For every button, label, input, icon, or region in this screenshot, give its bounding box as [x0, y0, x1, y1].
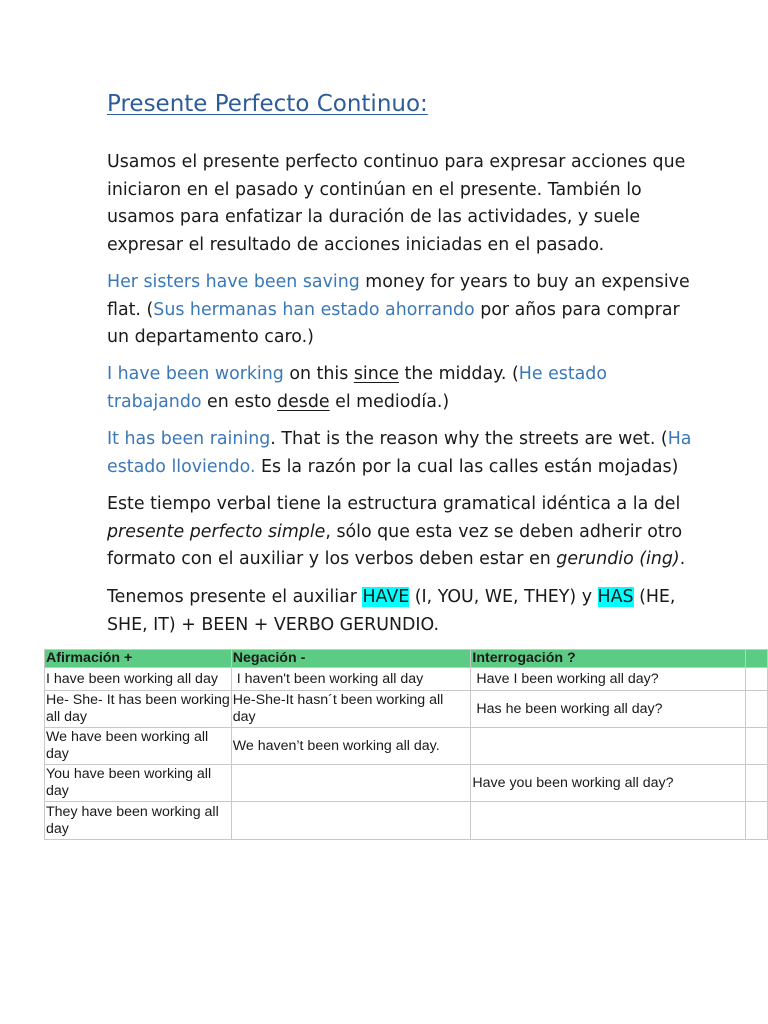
- table-header-row: [45, 650, 768, 668]
- table-cell: I have been working all day: [45, 668, 232, 691]
- table-row: [45, 728, 768, 765]
- page-title: Presente Perfecto Continuo:: [107, 91, 428, 117]
- auxiliar-paragraph: Tenemos presente el auxiliar HAVE (I, YOU, WE, THEY) y HAS (HE, SHE, IT) + BEEN + VERBO GERUNDIO.: [107, 587, 676, 635]
- highlight-have: HAVE: [362, 587, 410, 607]
- table-cell: They have been working all day: [45, 802, 232, 840]
- table-cell: [471, 802, 746, 840]
- example-saving: Her sisters have been saving money for years to buy an expensive flat. (Sus hermanas han estado ahorrando por años para comprar un departamento caro.): [107, 272, 690, 347]
- example-english: I have been working: [107, 364, 284, 384]
- intro-paragraph: [107, 149, 686, 259]
- table-cell: You have been working all day: [45, 765, 232, 802]
- example-raining: It has been raining. That is the reason why the streets are wet. (Ha estado lloviendo. Es la razón por la cual las calles están mojadas): [107, 429, 692, 477]
- italic-term: gerundio (ing): [556, 549, 680, 569]
- header-negation: Negación -: [231, 650, 471, 668]
- table-cell: Have I been working all day?: [471, 668, 746, 691]
- intro-line: expresar el resultado de acciones iniciadas en el pasado.: [107, 234, 605, 255]
- table-cell: [231, 802, 471, 840]
- table-cell: [746, 802, 768, 840]
- table-row: [45, 802, 768, 840]
- table-cell: [746, 728, 768, 765]
- example-spanish: estado lloviendo.: [107, 456, 256, 477]
- example-spanish: Ha: [667, 429, 692, 449]
- header-affirmation: Afirmación +: [45, 650, 232, 668]
- table-row: [45, 765, 768, 802]
- highlight-has: HAS: [597, 587, 634, 607]
- table-cell: [746, 691, 768, 728]
- example-spanish: He estado: [518, 364, 607, 384]
- intro-line: iniciaron en el pasado y continúan en el presente. También lo: [107, 179, 642, 200]
- italic-term: presente perfecto simple: [107, 521, 326, 542]
- conjugation-table: [44, 649, 768, 840]
- example-english: Her sisters have been saving: [107, 272, 360, 292]
- table-cell: He- She- It has been working all day: [45, 691, 232, 728]
- table-cell: Have you been working all day?: [471, 765, 746, 802]
- example-spanish: trabajando: [107, 391, 202, 412]
- example-working: I have been working on this since the midday. (He estado trabajando en esto desde el mediodía.): [107, 364, 607, 412]
- underlined-desde: desde: [277, 391, 330, 412]
- table-cell: He-She-It hasn´t been working all day: [231, 691, 471, 728]
- underlined-since: since: [353, 364, 399, 384]
- intro-line: Usamos el presente perfecto continuo para expresar acciones que: [107, 152, 686, 172]
- table-cell: [746, 765, 768, 802]
- table-row: [45, 668, 768, 691]
- header-interrogation: Interrogación ?: [471, 650, 746, 668]
- example-spanish: Sus hermanas han estado ahorrando: [153, 299, 475, 320]
- table-cell: [231, 765, 471, 802]
- intro-line: usamos para enfatizar la duración de las actividades, y suele: [107, 207, 641, 227]
- header-extra: [746, 650, 768, 668]
- table-cell: [746, 668, 768, 691]
- table-cell: Has he been working all day?: [471, 691, 746, 728]
- table-cell: I haven't been working all day: [231, 668, 471, 691]
- table-row: [45, 691, 768, 728]
- table-cell: [471, 728, 746, 765]
- example-english: It has been raining: [107, 429, 271, 449]
- structure-paragraph: Este tiempo verbal tiene la estructura gramatical idéntica a la del presente perfecto simple, sólo que esta vez se deben adherir otro formato con el auxiliar y los verbos deben estar en gerundio (ing).: [107, 494, 686, 569]
- table-cell: We have been working all day: [45, 728, 232, 765]
- table-cell: We haven’t been working all day.: [231, 728, 471, 765]
